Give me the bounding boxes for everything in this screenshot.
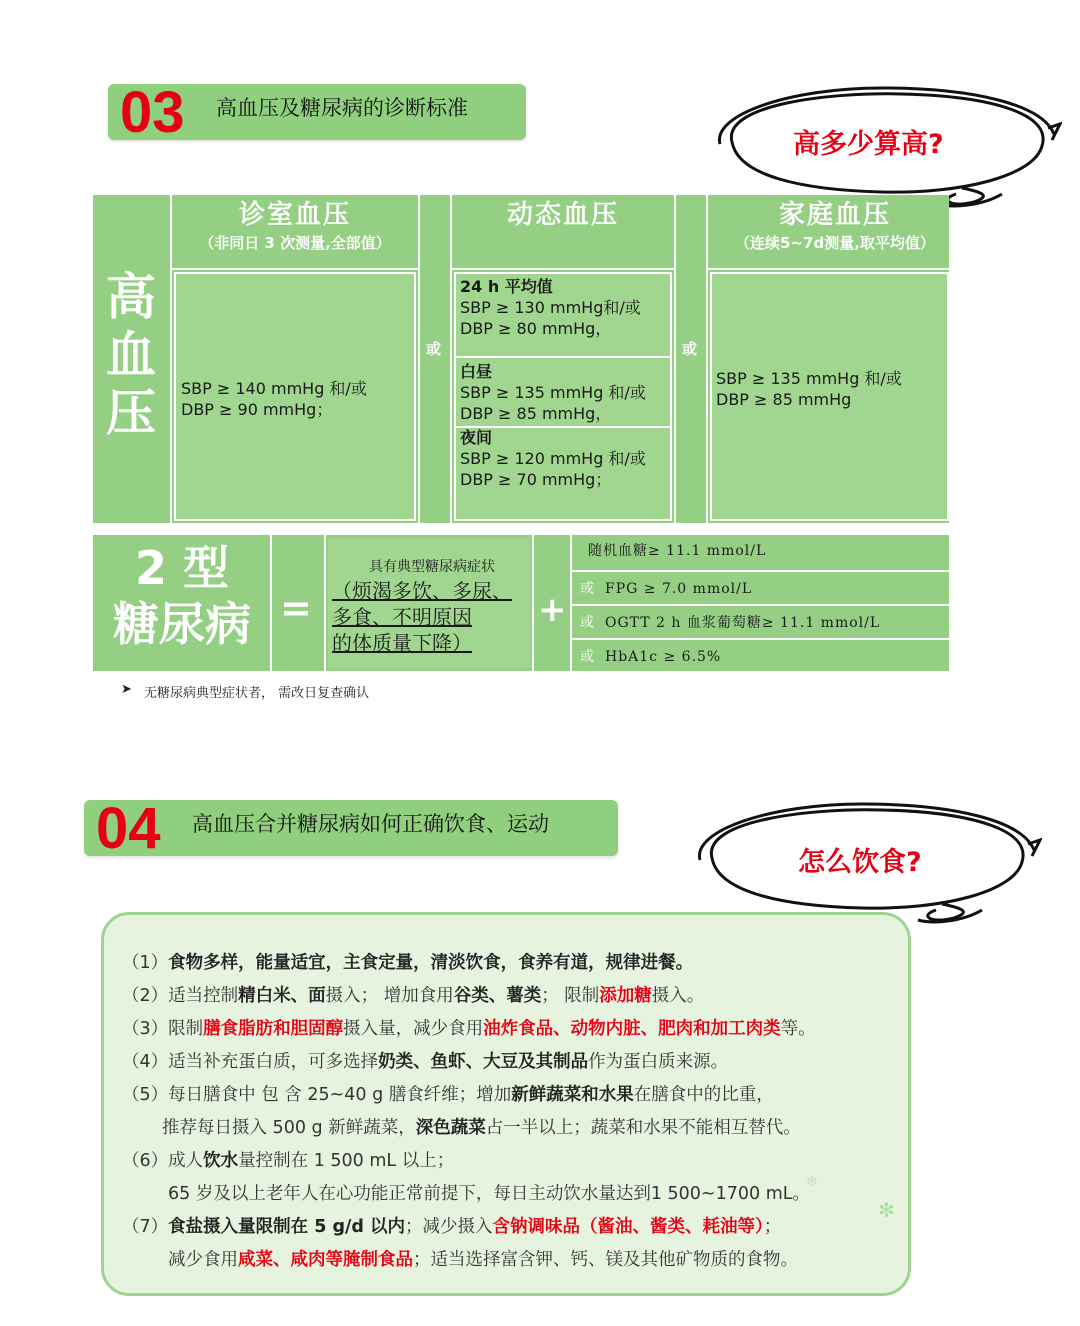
divider <box>450 195 452 523</box>
ambulatory-24h-values: 24 h 平均值 SBP ≥ 130 mmHg和/或 DBP ≥ 80 mmHg， <box>460 277 641 338</box>
office-bp-values: SBP ≥ 140 mmHg 和/或 DBP ≥ 90 mmHg； <box>181 379 367 419</box>
diet-advice-box <box>101 912 911 1296</box>
diet-text: 占一半以上；蔬菜和水果不能相互替代。 <box>485 1118 801 1138</box>
divider <box>450 268 676 270</box>
bubble-text-how-to-eat: 怎么饮食? <box>798 847 922 878</box>
home-bp-header: 家庭血压 （连续5~7d测量,取平均值） <box>735 200 935 252</box>
diet-line <box>122 1215 781 1239</box>
diet-line <box>122 1149 454 1173</box>
bubble-text-how-high: 高多少算高? <box>793 129 944 160</box>
diet-text: ； 限制 <box>541 986 600 1006</box>
diet-text: 摄入。 <box>651 986 705 1006</box>
diet-line <box>162 1116 801 1140</box>
divider <box>532 535 534 671</box>
diet-text: （4）适当补充蛋白质，可多选择 <box>122 1052 379 1072</box>
diet-emphasis: 食物多样，能量适宜，主食定量，清淡饮食，食养有道，规律进餐。 <box>168 953 694 973</box>
divider <box>170 268 420 270</box>
criteria-random-glucose: 随机血糖≥ 11.1 mmol/L <box>588 543 767 559</box>
diet-emphasis: 新鲜蔬菜和水果 <box>511 1085 634 1105</box>
diet-text: ；减少摄入 <box>405 1217 493 1237</box>
diet-text: （1） <box>122 953 169 973</box>
plus-sign: + <box>538 590 567 630</box>
hypertension-side-label: 高 血 压 <box>106 268 156 442</box>
diet-text: 减少食用 <box>168 1250 238 1270</box>
diet-text: 推荐每日摄入 500 g 新鲜蔬菜， <box>162 1118 416 1138</box>
diet-text: ； <box>763 1217 782 1237</box>
diet-emphasis: 深色蔬菜 <box>415 1118 486 1138</box>
diet-emphasis: 谷类、薯类 <box>453 986 542 1006</box>
office-bp-header: 诊室血压 （非同日 3 次测量,全部值） <box>199 200 391 252</box>
diet-text: （6）成人 <box>122 1151 204 1171</box>
diet-line <box>122 1017 816 1041</box>
diet-highlight: 膳食脂肪和胆固醇 <box>203 1019 344 1039</box>
diet-text: 量控制在 1 500 mL 以上； <box>238 1151 455 1171</box>
criteria-hba1c: 或 HbA1c ≥ 6.5% <box>580 649 722 665</box>
divider <box>572 570 949 572</box>
diabetes-title: 2 型 糖尿病 <box>113 541 251 651</box>
section-4-number: 04 <box>96 796 161 861</box>
divider <box>270 535 272 671</box>
arrow-bullet-icon: ➤ <box>121 682 132 697</box>
ambulatory-day-values: 白昼 SBP ≥ 135 mmHg 和/或 DBP ≥ 85 mmHg， <box>460 362 646 423</box>
sparkle-icon: ✻ <box>878 1198 895 1222</box>
section-4-header <box>84 796 618 861</box>
divider <box>324 535 326 671</box>
section-3-header <box>108 80 526 145</box>
diet-emphasis: 精白米、面 <box>238 986 326 1006</box>
diet-text: 等。 <box>780 1019 816 1039</box>
section-3-number: 03 <box>120 80 185 145</box>
divider <box>418 195 420 523</box>
diet-text: 摄入； 增加食用 <box>325 986 454 1006</box>
equals-sign: = <box>280 586 312 630</box>
diet-text: （3）限制 <box>122 1019 204 1039</box>
diet-line <box>122 951 693 975</box>
diet-text: （7） <box>122 1217 169 1237</box>
diet-line <box>122 984 704 1008</box>
diet-emphasis: 饮水 <box>203 1151 239 1171</box>
divider <box>570 535 572 671</box>
diet-emphasis: 奶类、鱼虾、大豆及其制品 <box>378 1052 589 1072</box>
diet-text: （5）每日膳食中 包 含 25~40 g 膳食纤维；增加 <box>122 1085 512 1105</box>
section-3-title: 高血压及糖尿病的诊断标准 <box>216 96 468 120</box>
divider <box>572 638 949 640</box>
diabetes-note: 无糖尿病典型症状者， 需改日复查确认 <box>144 686 370 701</box>
or-label: 或 <box>682 340 698 358</box>
or-label: 或 <box>426 340 442 358</box>
divider <box>674 195 676 523</box>
diet-emphasis: 食盐摄入量限制在 5 g/d 以内 <box>168 1217 406 1237</box>
diet-text: 65 岁及以上老年人在心功能正常前提下，每日主动饮水量达到1 500~1700 mL。 <box>168 1184 810 1204</box>
diet-line <box>168 1182 810 1206</box>
divider <box>706 268 949 270</box>
home-bp-values: SBP ≥ 135 mmHg 和/或 DBP ≥ 85 mmHg <box>716 369 902 409</box>
diet-highlight: 油炸食品、动物内脏、肥肉和加工肉类 <box>483 1019 781 1039</box>
ambulatory-night-values: 夜间 SBP ≥ 120 mmHg 和/或 DBP ≥ 70 mmHg； <box>460 428 646 489</box>
criteria-fpg: 或 FPG ≥ 7.0 mmol/L <box>580 581 753 597</box>
ambulatory-bp-header: 动态血压 <box>506 200 619 230</box>
sparkle-icon: ✻ <box>806 1174 818 1190</box>
diet-text: （2）适当控制 <box>122 986 239 1006</box>
diet-text: 摄入量，减少食用 <box>343 1019 484 1039</box>
criteria-ogtt: 或 OGTT 2 h 血浆葡萄糖≥ 11.1 mmol/L <box>580 615 881 631</box>
diet-highlight: 添加糖 <box>599 986 652 1006</box>
divider <box>572 604 949 606</box>
diet-text: 在膳食中的比重， <box>633 1085 774 1105</box>
diabetes-symptoms: 具有典型糖尿病症状 （烦渴多饮、多尿、 多食、不明原因 的体质量下降） <box>332 559 512 655</box>
diet-line <box>122 1050 728 1074</box>
section-4-title: 高血压合并糖尿病如何正确饮食、运动 <box>192 812 549 836</box>
diet-line <box>122 1083 774 1107</box>
diet-text: ；适当选择富含钾、钙、镁及其他矿物质的食物。 <box>413 1250 798 1270</box>
diet-highlight: 含钠调味品（酱油、酱类、耗油等） <box>492 1217 764 1237</box>
diet-highlight: 咸菜、咸肉等腌制食品 <box>238 1250 413 1270</box>
diet-line <box>168 1248 798 1272</box>
diet-text: 作为蛋白质来源。 <box>588 1052 729 1072</box>
